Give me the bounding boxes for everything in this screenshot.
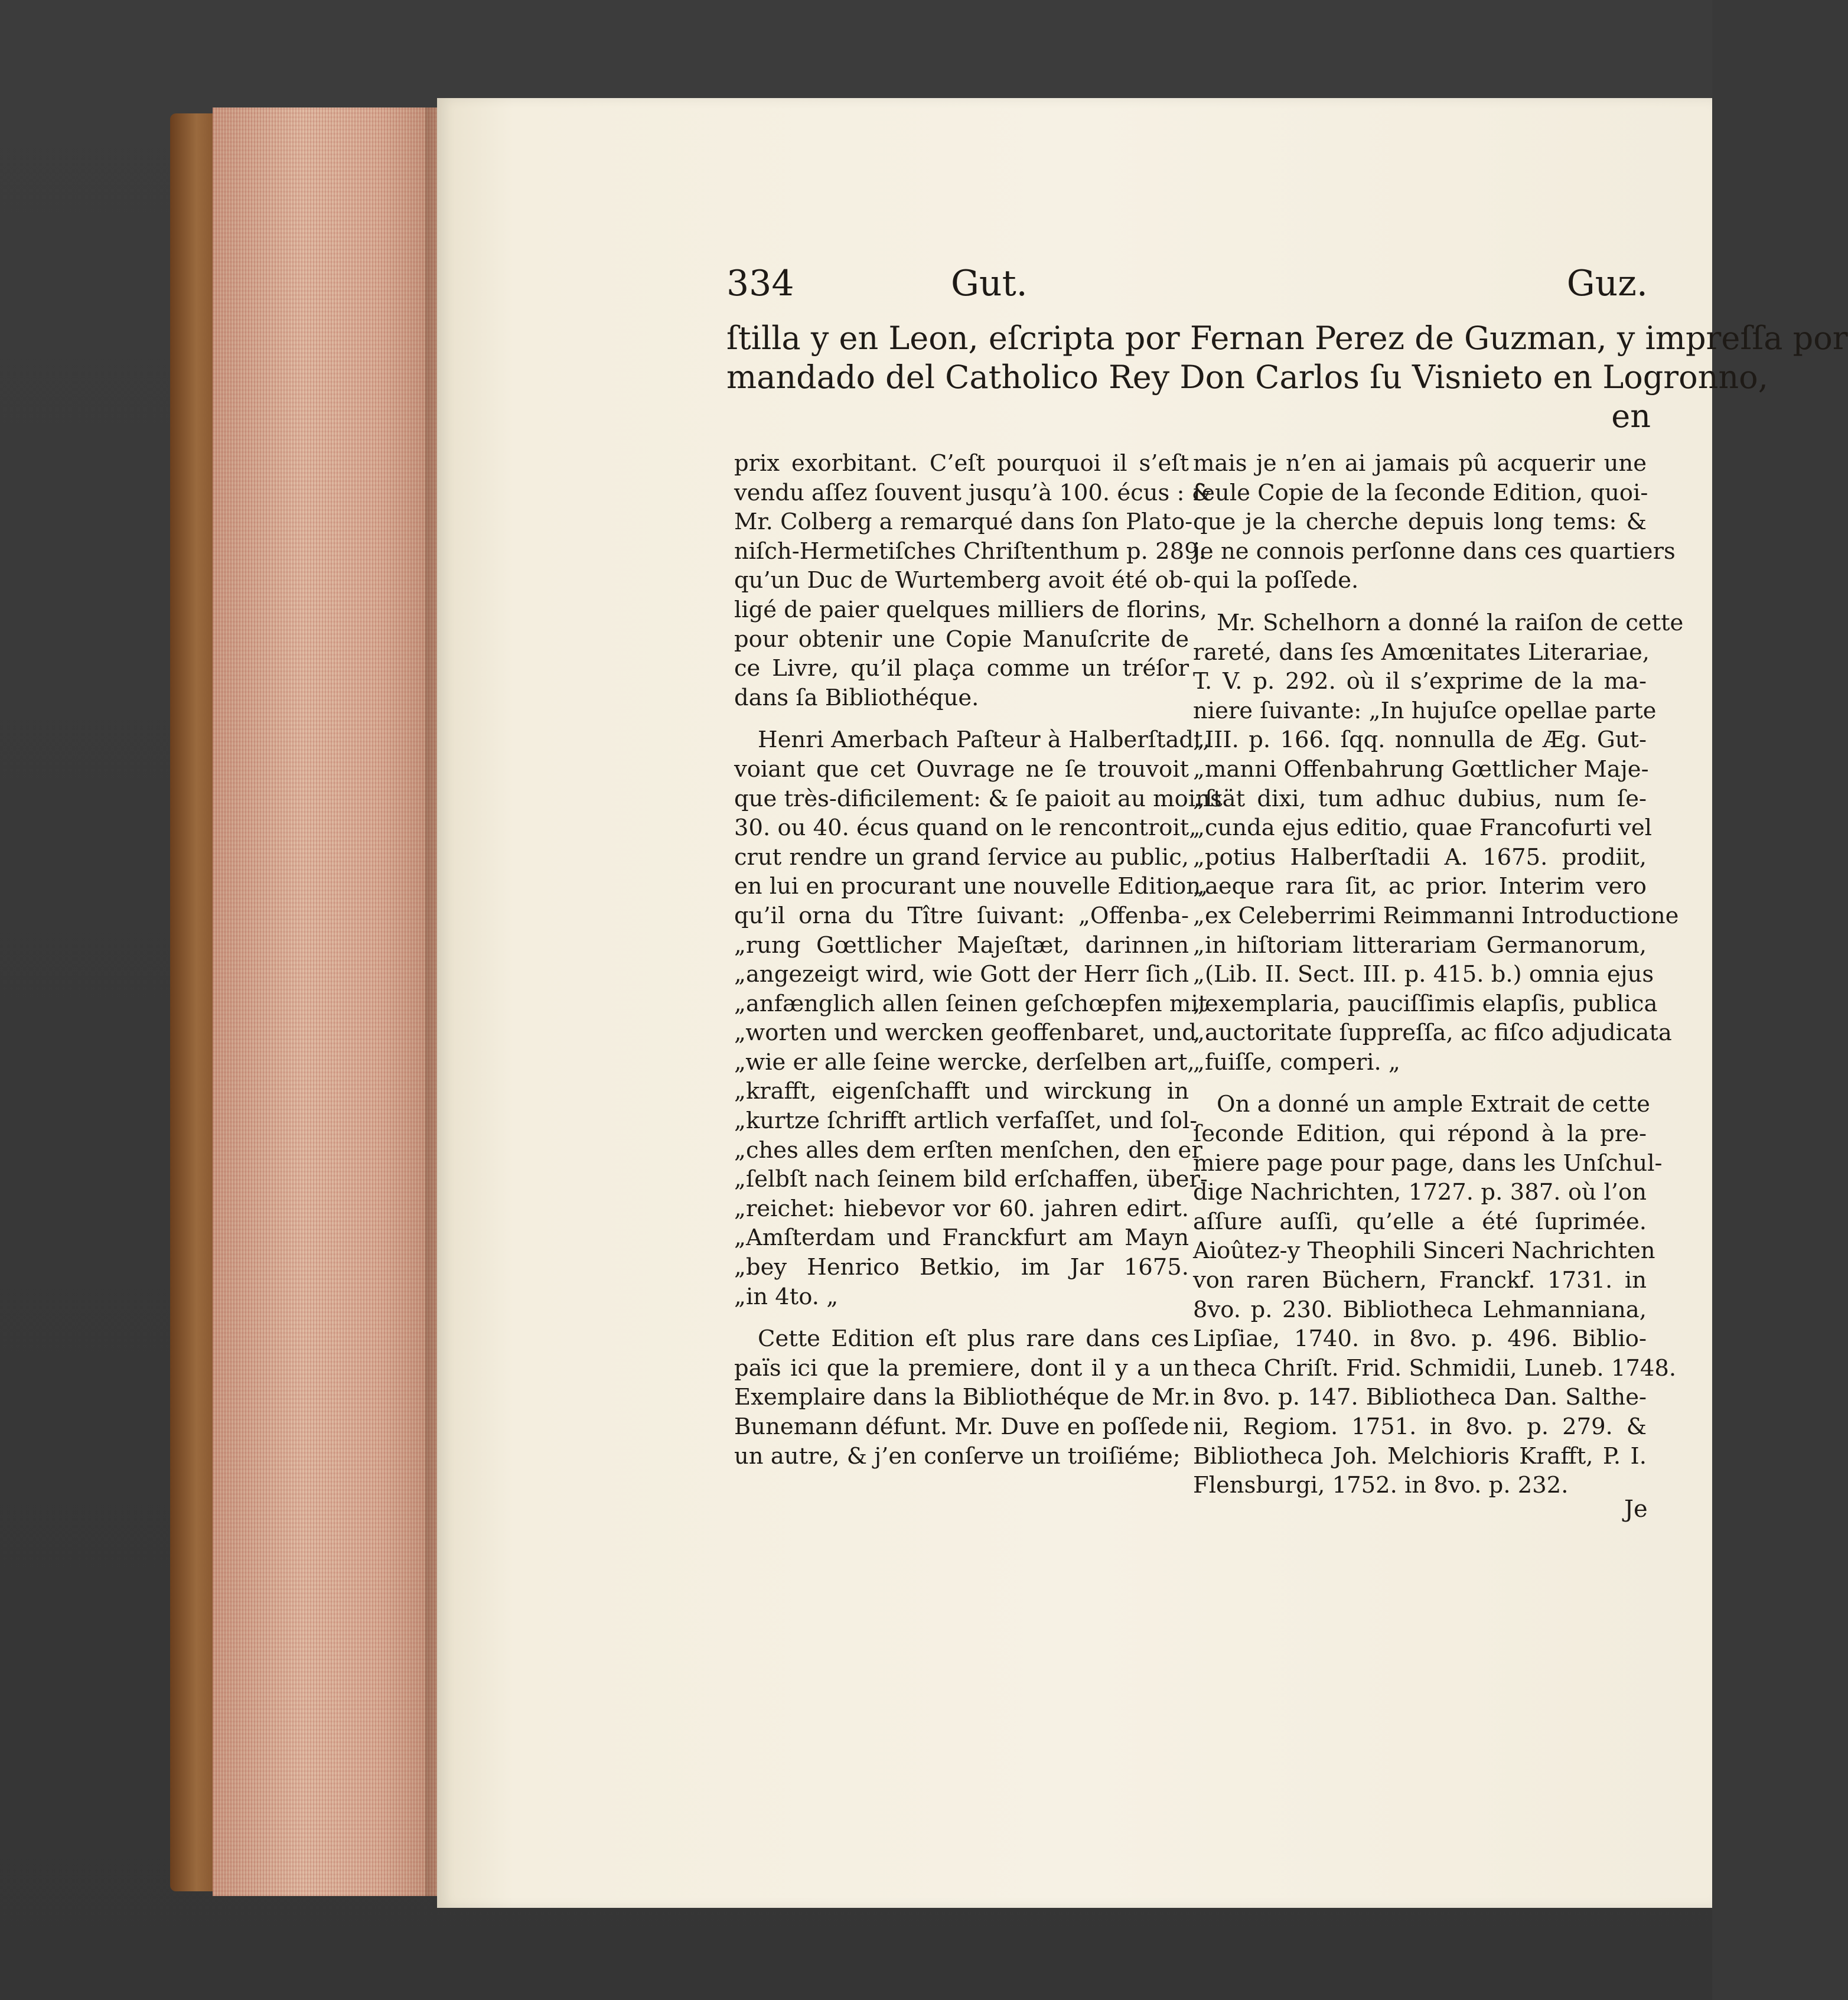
text-line: un autre, & j’en conſerve un troiſiéme; bbox=[734, 1442, 1181, 1470]
paragraph-gap bbox=[1193, 1077, 1647, 1090]
text-line: païs ici que la premiere, dont il y a un bbox=[734, 1354, 1189, 1382]
text-line: Mr. Colberg a remarqué dans ſon Plato- bbox=[734, 509, 1193, 536]
text-line: ſeule Copie de la ſeconde Edition, quoi- bbox=[1193, 479, 1648, 506]
text-line: pour obtenir une Copie Manuſcrite de bbox=[734, 626, 1189, 653]
text-line: „ches alles dem erſten menſchen, den er bbox=[734, 1136, 1202, 1164]
text-line: 30. ou 40. écus quand on le rencontroit, bbox=[734, 815, 1197, 842]
text-line: Bunemann défunt. Mr. Duve en poſſede bbox=[734, 1413, 1189, 1440]
speckled-page-edges bbox=[213, 108, 437, 1896]
text-line: je ne connois perſonne dans ces quartiers bbox=[1193, 538, 1676, 565]
text-line: „in 4to. „ bbox=[734, 1283, 839, 1310]
paragraph-gap bbox=[734, 1311, 1189, 1324]
running-header bbox=[726, 260, 1648, 307]
text-line: theca Chriſt. Frid. Schmidii, Luneb. 1748. bbox=[1193, 1354, 1677, 1382]
text-line: crut rendre un grand ſervice au public, bbox=[734, 843, 1189, 871]
text-line: Aioûtez-y Theophili Sinceri Nachrichten bbox=[1193, 1237, 1655, 1265]
text-line: ce Livre, qu’il plaça comme un tréſor bbox=[734, 655, 1189, 682]
text-line: „(Lib. II. Sect. III. p. 415. b.) omnia ejus bbox=[1193, 961, 1654, 988]
text-line: „Amſterdam und Franckfurt am Mayn bbox=[734, 1224, 1189, 1252]
text-line: niſch-Hermetiſches Chriſtenthum p. 289. bbox=[734, 538, 1206, 565]
text-line: en lui en procurant une nouvelle Edition, bbox=[734, 873, 1208, 900]
text-line: miere page pour page, dans les Unſchul- bbox=[1193, 1149, 1663, 1177]
text-line: vendu aſſez ſouvent jusqu’à 100. écus : & bbox=[734, 479, 1212, 506]
text-line: Cette Edition eſt plus rare dans ces bbox=[758, 1325, 1189, 1353]
text-line: „III. p. 166. ſqq. nonnulla de Æg. Gut- bbox=[1193, 727, 1647, 754]
text-line: dans ſa Bibliothéque. bbox=[734, 684, 979, 711]
text-line: 8vo. p. 230. Bibliotheca Lehmanniana, bbox=[1193, 1296, 1647, 1323]
text-line: „wie er alle ſeine wercke, derſelben art, bbox=[734, 1048, 1195, 1076]
text-line: mandado del Catholico Rey Don Carlos ſu Visnieto en Logronno, bbox=[726, 359, 1768, 396]
text-line: Lipſiae, 1740. in 8vo. p. 496. Biblio- bbox=[1193, 1325, 1647, 1353]
text-line: prix exorbitant. C’eſt pourquoi il s’eſt bbox=[734, 450, 1189, 477]
text-line: Flensburgi, 1752. in 8vo. p. 232. bbox=[1193, 1472, 1569, 1499]
text-line: ligé de paier quelques milliers de florins, bbox=[734, 596, 1208, 623]
text-line: „krafft, eigenſchafft und wirckung in bbox=[734, 1078, 1189, 1105]
text-line: „ex Celeberrimi Reimmanni Introductione bbox=[1193, 902, 1679, 929]
full-width-text bbox=[726, 319, 1848, 436]
left-text-column bbox=[734, 449, 1222, 1471]
text-line: „auctoritate ſuppreſſa, ac fiſco adjudicata bbox=[1193, 1019, 1672, 1047]
text-line: On a donné un ample Extrait de cette bbox=[1217, 1091, 1650, 1118]
text-line: Henri Amerbach Paſteur à Halberſtadt, bbox=[758, 727, 1210, 754]
text-line: „potius Halberſtadii A. 1675. prodiit, bbox=[1193, 843, 1647, 871]
right-text-column bbox=[1193, 449, 1684, 1500]
text-line: „ſtät dixi, tum adhuc dubius, num ſe- bbox=[1193, 785, 1647, 812]
text-line: „angezeigt wird, wie Gott der Herr ſich bbox=[734, 961, 1189, 988]
text-line: „fuiſſe, comperi. „ bbox=[1193, 1048, 1400, 1076]
text-line: „rung Gœttlicher Majeſtæt, darinnen bbox=[734, 931, 1189, 959]
text-line: „anfænglich allen ſeinen geſchœpfen mit bbox=[734, 990, 1208, 1017]
text-line: „cunda ejus editio, quae Francofurti vel bbox=[1193, 815, 1652, 842]
text-line: in 8vo. p. 147. Bibliotheca Dan. Salthe- bbox=[1193, 1384, 1647, 1411]
text-line: qu’il orna du Tître ſuivant: „Offenba- bbox=[734, 902, 1189, 929]
text-line: „exemplaria, pauciſſimis elapſis, publica bbox=[1193, 990, 1658, 1017]
text-line: en bbox=[1611, 398, 1651, 435]
left-running-head: Gut. bbox=[951, 263, 1028, 304]
text-line: que très-dificilement: & ſe paioit au moins bbox=[734, 785, 1222, 812]
text-line: ſeconde Edition, qui répond à la pre- bbox=[1193, 1120, 1647, 1148]
catchword: Je bbox=[1624, 1496, 1648, 1523]
text-line: Mr. Schelhorn a donné la raiſon de cette bbox=[1217, 609, 1684, 636]
text-line: voiant que cet Ouvrage ne ſe trouvoit bbox=[734, 755, 1189, 783]
text-line: aſſure auſſi, qu’elle a été ſuprimée. bbox=[1193, 1208, 1647, 1235]
text-line: ſtilla y en Leon, eſcripta por Fernan Perez de Guzman, y impreſſa por bbox=[726, 320, 1848, 357]
text-line: qui la poſſede. bbox=[1193, 567, 1359, 594]
right-running-head: Guz. bbox=[1566, 263, 1648, 304]
text-line: niere ſuivante: „In hujuſce opellae parte bbox=[1193, 697, 1657, 724]
text-line: „manni Offenbahrung Gœttlicher Maje- bbox=[1193, 755, 1649, 783]
text-line: „in hiſtoriam litterariam Germanorum, bbox=[1193, 931, 1647, 959]
text-line: dige Nachrichten, 1727. p. 387. où l’on bbox=[1193, 1179, 1647, 1206]
text-line: „ſelbſt nach ſeinem bild erſchaffen, über- bbox=[734, 1166, 1208, 1193]
page-number: 334 bbox=[726, 263, 794, 304]
paragraph-gap bbox=[734, 712, 1189, 725]
paragraph-gap bbox=[1193, 595, 1647, 608]
text-line: „reichet: hiebevor vor 60. jahren edirt. bbox=[734, 1195, 1189, 1222]
text-line: von raren Büchern, Franckf. 1731. in bbox=[1193, 1267, 1647, 1294]
text-line: „kurtze ſchrifft artlich verfaſſet, und ſol- bbox=[734, 1108, 1198, 1135]
text-line: T. V. p. 292. où il s’exprime de la ma- bbox=[1193, 668, 1647, 695]
text-line: mais je n’en ai jamais pû acquerir une bbox=[1193, 450, 1647, 477]
text-line: qu’un Duc de Wurtemberg avoit été ob- bbox=[734, 567, 1191, 594]
text-line: „worten und wercken geoffenbaret, und bbox=[734, 1019, 1197, 1047]
text-line: „bey Henrico Betkio, im Jar 1675. bbox=[734, 1254, 1189, 1281]
text-line: que je la cherche depuis long tems: & bbox=[1193, 509, 1647, 536]
text-line: „aeque rara ſit, ac prior. Interim vero bbox=[1193, 873, 1647, 900]
text-line: nii, Regiom. 1751. in 8vo. p. 279. & bbox=[1193, 1413, 1647, 1440]
text-line: Exemplaire dans la Bibliothéque de Mr. bbox=[734, 1384, 1191, 1411]
text-line: Bibliotheca Joh. Melchioris Krafft, P. I. bbox=[1193, 1442, 1647, 1470]
text-line: rareté, dans ſes Amœnitates Literariae, bbox=[1193, 639, 1650, 666]
